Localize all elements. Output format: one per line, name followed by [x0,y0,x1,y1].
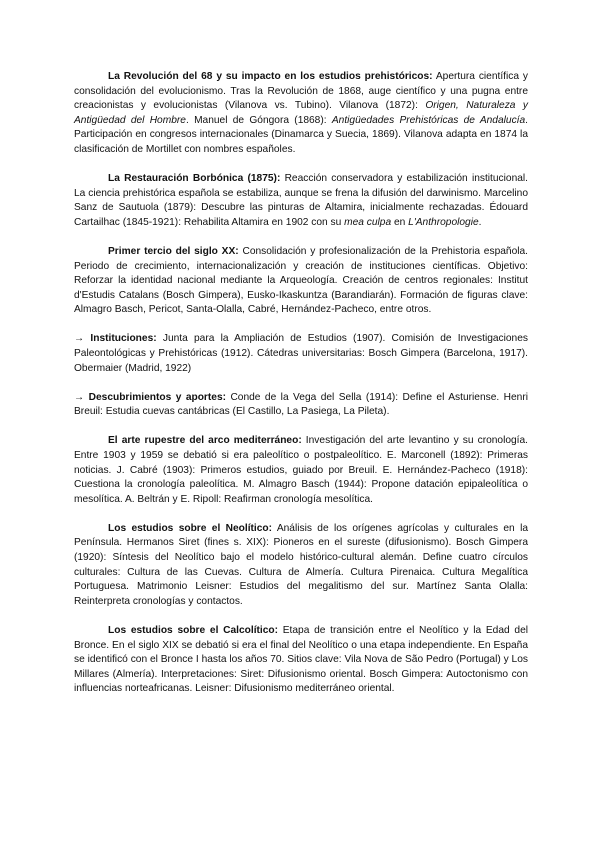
paragraph-heading: Instituciones: [90,333,157,345]
paragraph-text: Reacción conservadora y estabilización institucional. La ciencia prehistórica española se estabiliza, aunque se frena la difusión del darwinismo. Marcelino Sanz de Sautuola (1879): Descubre las pinturas de Altamira, inicialmente rechazadas. Édouard Cartailhac (1845-1921): Rehabilita Altamira en 1902 con su [74,173,529,228]
paragraph-heading: Descubrimientos y aportes: [88,391,227,403]
paragraph-calcolitico [74,624,528,697]
paragraph-heading: Los estudios sobre el Neolítico: [108,522,273,534]
paragraph-text: Apertura científica y consolidación del evolucionismo. Tras la Revolución de 1868, auge científico y una pugna entre creacionistas y evolucionistas (Vilanova vs. Tubino). Vilanova (1872): [74,71,528,112]
paragraph-heading: La Revolución del 68 y su impacto en los estudios prehistóricos: [108,71,433,82]
paragraph-heading: El arte rupestre del arco mediterráneo: [108,435,302,447]
paragraph-text: Conde de la Vega del Sella (1914): Define el Asturiense. Henri Breuil: Estudia cuevas cantábricas (El Castillo, La Pasiega, La Pileta). [74,391,528,418]
paragraph-heading: Primer tercio del siglo XX: [108,245,239,257]
paragraph-text: Junta para la Ampliación de Estudios (1907). Comisión de Investigaciones Paleontológicas y Prehistóricas (1912). Cátedras universitarias: Bosch Gimpera (Barcelona, 1917). Obermaier (Madrid, 1922) [74,333,528,374]
arrow-icon: → [74,333,85,345]
paragraph-text: Consolidación y profesionalización de la Prehistoria española. Periodo de crecimiento, internacionalización y creación de instituciones científicas. Objetivo: Reforzar la identidad nacional mediante la Arqueología. Creación de centros regionales: Institut d'Estudis Catalans (Bosch Gimpera), Eusko-Ikaskuntza (Barandiarán). Formación de figuras clave: Almagro Basch, Pericot, Santa-Olalla, Cabré, Hernández-Pacheco, entre otros. [74,245,528,316]
arrow-icon: → [74,391,85,403]
italic-term: mea culpa [344,216,392,228]
paragraph-text: . Participación en congresos internacionales (Dinamarca y Suecia, 1869). Vilanova adapta en 1874 la clasificación de Mortillet con nombres españoles. [74,114,528,155]
paragraph-text: Análisis de los orígenes agrícolas y culturales en la Península. Hermanos Siret (fines s. XIX): Pioneros en el sureste (difusionismo). Bosch Gimpera (1920): Síntesis del Neolítico bajo el modelo histórico-cultural alemán. Define cuatro círculos culturales: Cultura de las Cuevas. Cultura de Almería. Cultura Pirenaica. Cultura Megalítica Portuguesa. Matrimonio Leisner: Estudios del megalitismo del sur. Martínez Santa Olalla: Reinterpreta cronologías y contactos. [74,522,528,607]
paragraph-heading: Los estudios sobre el Calcolítico: [108,624,279,636]
paragraph-text: . [478,216,482,228]
document-page [74,70,528,711]
paragraph-text: . Manuel de Góngora (1868): [185,114,332,126]
paragraph-restauracion-borbonica [74,172,528,230]
paragraph-primer-tercio [74,245,528,318]
journal-title: L'Anthropologie [408,216,479,228]
paragraph-arte-rupestre [74,434,528,507]
paragraph-descubrimientos [74,391,528,420]
paragraph-revolucion-68 [74,70,528,158]
paragraph-instituciones [74,332,528,376]
book-title: Antigüedades Prehistóricas de Andalucía [331,114,526,126]
paragraph-text: Investigación del arte levantino y su cronología. Entre 1903 y 1959 se debatió si era paleolítico o postpaleolítico. E. Marconell (1892): Primeras noticias. J. Cabré (1903): Primeros estudios, guiado por Breuil. E. Hernández-Pacheco (1918): Cuestiona la cronología paleolítica. M. Almagro Basch (1944): Propone datación epipaleolítica o mesolítica. A. Beltrán y E. Ripoll: Reafirman cronología mesolítica. [74,435,529,505]
paragraph-heading: La Restauración Borbónica (1875): [108,173,281,185]
book-title: Origen, Naturaleza y Antigüedad del Hombre [74,100,528,126]
paragraph-neolitico [74,522,528,610]
paragraph-text: en [391,216,409,228]
paragraph-text: Etapa de transición entre el Neolítico y la Edad del Bronce. En el siglo XIX se debatió si era el final del Neolítico o una etapa independiente. En España se identificó con el Bronce I hasta los años 70. Sitios clave: Vila Nova de São Pedro (Portugal) y Los Millares (Almería). Interpretaciones: Siret: Difusionismo oriental. Bosch Gimpera: Autoctonismo con influencias norteafricanas. Leisner: Difusionismo mediterráneo oriental. [74,624,528,695]
